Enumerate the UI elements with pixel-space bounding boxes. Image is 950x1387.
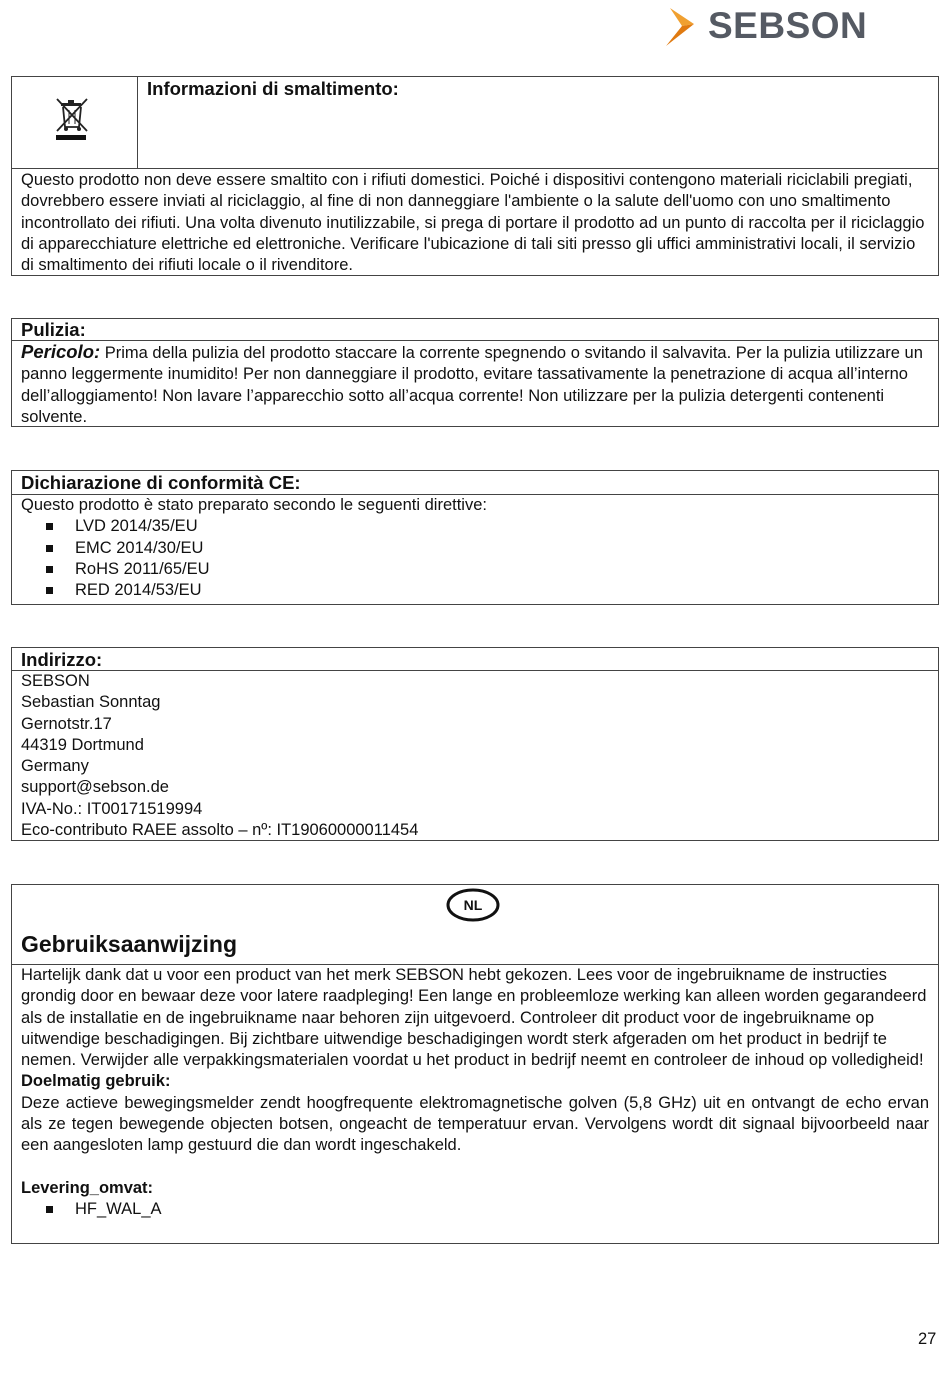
nl-use-text: Deze actieve bewegingsmelder zendt hoogfrequente elektromagnetische golven (5,8 GHz) uit en ontvangt de echo ervan als ze tegen bewegende objecten botsen, ongeacht de temperatuur ervan. Vervolgens wordt dit signaal bijvoorbeeld naar een aangesloten lamp gestuurd die dan wordt ingeschakeld. bbox=[21, 1093, 929, 1155]
address-lines bbox=[12, 671, 938, 841]
nl-use-title: Doelmatig gebruik: bbox=[21, 1072, 171, 1091]
disposal-icon-cell bbox=[12, 77, 138, 168]
disposal-title: Informazioni di smaltimento: bbox=[147, 78, 399, 99]
directive-item: RoHS 2011/65/EU bbox=[12, 559, 938, 580]
disposal-divider bbox=[12, 168, 938, 169]
nl-language-badge bbox=[446, 888, 500, 922]
directive-item: RED 2014/53/EU bbox=[12, 580, 938, 601]
scope-item: HF_WAL_A bbox=[12, 1199, 938, 1220]
address-email[interactable]: support@sebson.de bbox=[21, 778, 169, 797]
directive-item: LVD 2014/35/EU bbox=[12, 516, 938, 537]
directive-item: EMC 2014/30/EU bbox=[12, 538, 938, 559]
address-section bbox=[11, 647, 939, 841]
nl-intro: Hartelijk dank dat u voor een product van het merk SEBSON hebt gekozen. Lees voor de ingebruikname de instructies grondig door en bewaar deze voor latere raadpleging! Een lange en probleemloze werking kan alleen worden gegarandeerd als de installatie en de ingebruikname naar behoren zijn uitgevoerd. Controleer dit product voor de ingebruikname op uitwendige beschadigingen. Bij zichtbare uitwendige beschadigingen wordt sterk afgeraden om het product in bedrijf te nemen. Verwijder alle verpakkingsmaterialen voordat u het product in bedrijf neemt en controleer de inhoud op volledigheid! bbox=[21, 966, 927, 1070]
page-number: 27 bbox=[918, 1330, 937, 1348]
address-country: Germany bbox=[21, 757, 89, 776]
conformity-section bbox=[11, 470, 939, 605]
address-street: Gernotstr.17 bbox=[21, 714, 112, 733]
address-person: Sebastian Sonntag bbox=[21, 693, 161, 712]
conformity-intro: Questo prodotto è stato preparato secondo le seguenti direttive: bbox=[21, 496, 487, 514]
nl-scope-title: Levering_omvat: bbox=[21, 1178, 154, 1197]
address-city: 44319 Dortmund bbox=[21, 735, 144, 754]
nl-section bbox=[11, 884, 939, 1244]
crossed-out-wheelie-bin-icon bbox=[52, 95, 92, 143]
cleaning-title: Pulizia: bbox=[12, 319, 938, 341]
directive-list bbox=[12, 516, 938, 601]
logo-text: SEBSON bbox=[708, 5, 868, 46]
conformity-title: Dichiarazione di conformità CE: bbox=[12, 471, 938, 495]
address-vat: IVA-No.: IT00171519994 bbox=[21, 799, 203, 818]
cleaning-text bbox=[12, 341, 938, 428]
cleaning-body: Prima della pulizia del prodotto staccare la corrente spegnendo o svitando il salvavita. Per la pulizia utilizzare un panno leggermente inumidito! Per non danneggiare il prodotto, evitare tassativamente la penetrazione di acqua all’interno dell’alloggiamento! Non lavare l’apparecchio sotto all’acqua corrente! Non utilizzare per la pulizia detergenti contenenti solvente. bbox=[21, 344, 923, 426]
address-company: SEBSON bbox=[21, 672, 90, 690]
address-title: Indirizzo: bbox=[12, 648, 938, 671]
cleaning-warning-label: Pericolo: bbox=[21, 341, 101, 362]
sebson-logo bbox=[660, 6, 890, 50]
spacer bbox=[12, 1157, 938, 1178]
nl-body bbox=[12, 965, 938, 1220]
address-weee: Eco-contributo RAEE assolto – nº: IT19060000011454 bbox=[21, 821, 419, 840]
disposal-text: Questo prodotto non deve essere smaltito con i rifiuti domestici. Poiché i dispositivi contengono materiali riciclabili pregiati, dovrebbero essere inviati al riciclaggio, al fine di non danneggiare l'ambiente o la salute dell'uomo con uno smaltimento incontrollato dei rifiuti. Una volta divenuto inutilizzabile, si prega di portare il prodotto ad un punto di raccolta per il riciclaggio di apparecchiature elettriche ed elettroniche. Verificare l'ubicazione di tali siti presso gli uffici amministrativi locali, il servizio di smaltimento dei rifiuti locale o il rivenditore. bbox=[21, 171, 925, 275]
nl-badge-text: NL bbox=[463, 897, 483, 913]
scope-list bbox=[12, 1199, 938, 1220]
logo-arrow-icon bbox=[660, 6, 704, 50]
cleaning-section bbox=[11, 318, 939, 427]
disposal-section bbox=[11, 76, 939, 276]
nl-title: Gebruiksaanwijzing bbox=[21, 931, 237, 957]
